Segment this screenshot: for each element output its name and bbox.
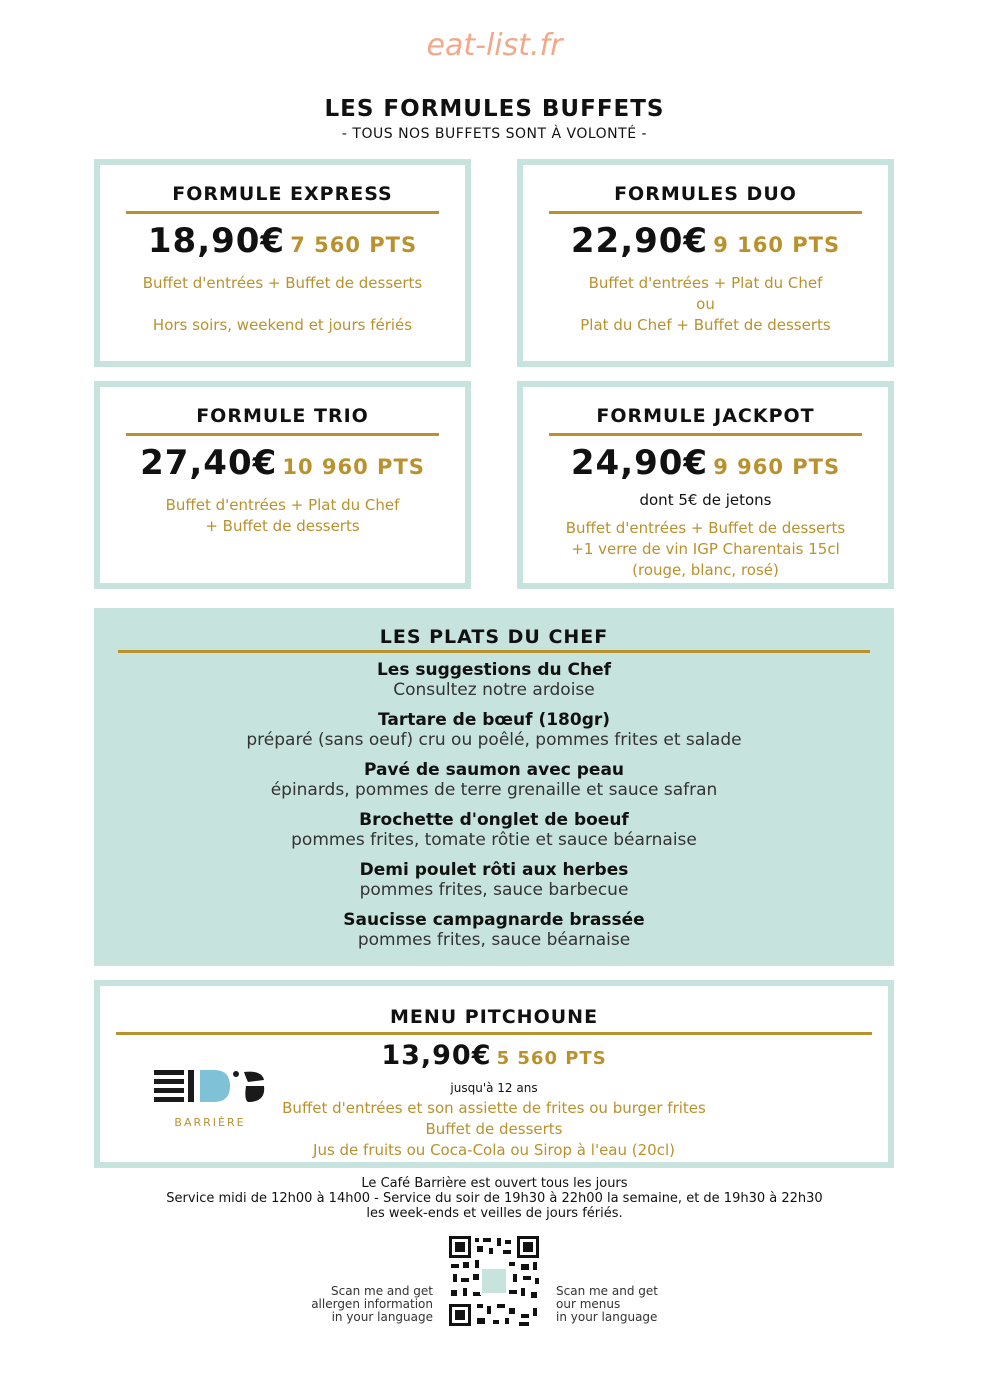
conditions: Hors soirs, weekend et jours fériés [152,316,413,334]
price: 18,90€ [147,221,286,261]
card-title: FORMULE JACKPOT [596,405,815,427]
list-item [94,810,894,850]
card-trio [94,381,471,589]
footer-line: Service midi de 12h00 à 14h00 - Service du soir de 19h30 à 22h00 la semaine, et de 19h30 à 22h30 [166,1191,823,1206]
description: Buffet d'entrées + Buffet de desserts [142,274,423,292]
points: 10 960 PTS [282,455,425,479]
divider [126,433,439,436]
card-title: FORMULES DUO [614,183,797,205]
price-line [100,221,465,261]
scan-line: in your language [556,1310,658,1324]
list-item [94,910,894,950]
tokens-note: dont 5€ de jetons [639,491,772,509]
description: (rouge, blanc, rosé) [632,561,779,579]
description: Jus de fruits ou Coca-Cola ou Sirop à l'eau (20cl) [313,1141,675,1159]
price: 27,40€ [140,443,278,483]
chef-dishes-section [94,608,894,966]
logo-subtitle: BARRIÈRE [174,1116,246,1129]
list-item [94,760,894,800]
page-title: LES FORMULES BUFFETS [324,96,665,122]
dish-name: Les suggestions du Chef [376,660,612,680]
dish-list [94,660,894,960]
age-limit: jusqu'à 12 ans [450,1081,538,1095]
card-title: FORMULE EXPRESS [172,183,393,205]
description: Buffet d'entrées et son assiette de frites ou burger frites [282,1099,706,1117]
price-line [523,221,888,261]
scan-line: in your language [331,1310,433,1324]
card-jackpot [517,381,894,589]
divider [549,433,862,436]
price: 24,90€ [570,443,709,483]
description: Buffet d'entrées + Buffet de desserts [565,519,846,537]
list-item [94,660,894,700]
description: + Buffet de desserts [205,517,360,535]
dish-description: pommes frites, sauce barbecue [359,880,629,900]
scan-menus-text [556,1285,696,1324]
divider [126,211,439,214]
card-express [94,159,471,367]
description: Buffet d'entrées + Plat du Chef [588,274,823,292]
card-title: MENU PITCHOUNE [389,1006,599,1028]
scan-line: Scan me and get [556,1284,658,1298]
dish-description: Consultez notre ardoise [393,680,595,700]
description: Plat du Chef + Buffet de desserts [580,316,831,334]
dish-description: épinards, pommes de terre grenaille et sauce safran [270,780,718,800]
dish-description: pommes frites, tomate rôtie et sauce béarnaise [291,830,697,850]
list-item [94,710,894,750]
card-pitchoune [94,980,894,1168]
list-item [94,860,894,900]
description: +1 verre de vin IGP Charentais 15cl [571,540,840,558]
points: 5 560 PTS [496,1048,607,1069]
scan-line: Scan me and get [331,1284,433,1298]
dish-name: Pavé de saumon avec peau [363,760,625,780]
scan-line: allergen information [311,1297,433,1311]
card-duo [517,159,894,367]
price: 13,90€ [381,1040,492,1071]
points: 9 160 PTS [713,233,841,257]
scan-allergen-text [300,1285,433,1324]
footer-line: les week-ends et veilles de jours fériés. [366,1206,623,1221]
section-title: LES PLATS DU CHEF [379,626,609,648]
price-line [523,443,888,483]
description-or: ou [696,295,715,313]
points: 9 960 PTS [713,455,841,479]
divider [118,650,870,653]
dish-name: Saucisse campagnarde brassée [343,910,645,930]
divider [549,211,862,214]
divider [116,1032,872,1035]
dish-description: pommes frites, sauce béarnaise [357,930,631,950]
dish-name: Demi poulet rôti aux herbes [359,860,629,880]
page-subtitle: - TOUS NOS BUFFETS SONT À VOLONTÉ - [341,126,648,142]
price-line [100,443,465,483]
dish-name: Brochette d'onglet de boeuf [359,810,629,830]
price: 22,90€ [570,221,709,261]
card-title: FORMULE TRIO [196,405,369,427]
description: Buffet de desserts [425,1120,563,1138]
kids-logo-mark [152,1066,268,1110]
watermark: eat-list.fr [426,28,563,63]
description: Buffet d'entrées + Plat du Chef [165,496,400,514]
scan-line: our menus [556,1297,621,1311]
footer-line: Le Café Barrière est ouvert tous les jours [361,1176,628,1191]
qr-code-icon[interactable] [447,1234,541,1328]
opening-hours [0,1176,989,1221]
points: 7 560 PTS [290,233,418,257]
kids-barriere-logo [150,1066,270,1129]
dish-description: préparé (sans oeuf) cru ou poêlé, pommes frites et salade [246,730,742,750]
dish-name: Tartare de bœuf (180gr) [377,710,611,730]
